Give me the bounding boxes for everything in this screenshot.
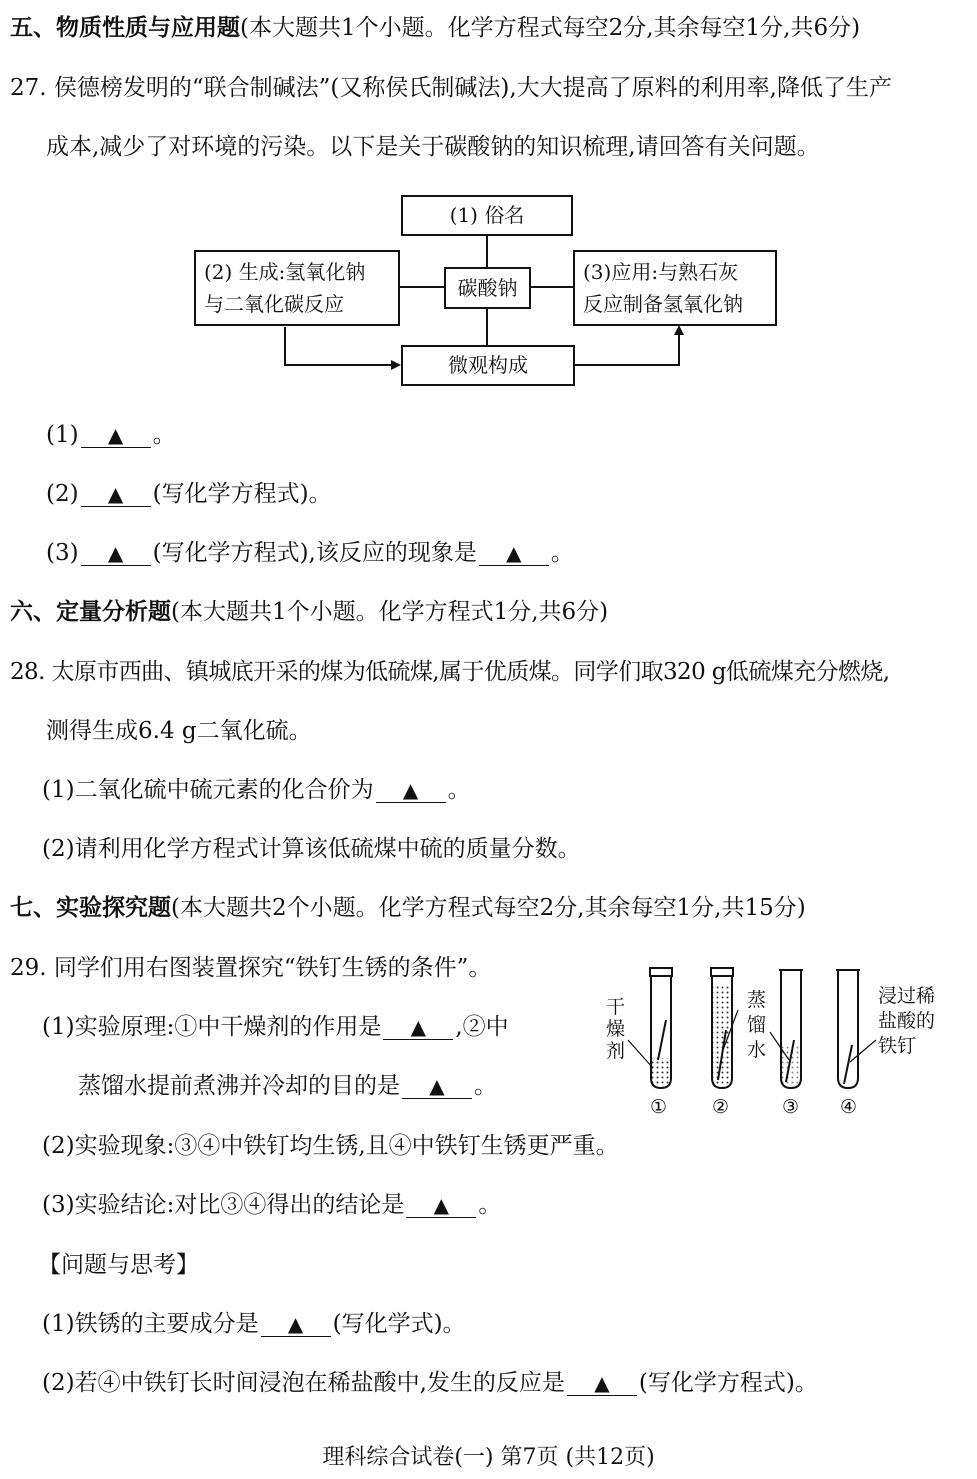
q28-answer2: (2)请利用化学方程式计算该低硫煤中硫的质量分数。 [42,836,581,862]
test-tube-2 [711,968,733,1088]
q28-line1: 28. 太原市西曲、镇城底开采的煤为低硫煤,属于优质煤。同学们取320 g低硫煤充分燃烧, [10,659,890,685]
q29-p1-b: ,②中 [455,1014,509,1040]
q27-a3-suffix: 。 [550,540,574,566]
answer-blank[interactable]: ▲ [479,541,549,566]
section7-title: 七、实验探究题 [10,894,171,921]
label-desiccant-1: 干 [606,996,626,1018]
q27-a2-prefix: (2) [46,481,79,507]
test-tube-3 [779,970,803,1088]
q27-a1-prefix: (1) [46,422,79,448]
section5-note: (本大题共1个小题。化学方程式每空2分,其余每空1分,共6分) [240,15,861,41]
diagram-bottom-label: 微观构成 [448,353,528,377]
diagram-right-line2: 反应制备氢氧化钠 [583,292,743,316]
diagram-left-line1: (2) 生成:氢氧化钠 [204,260,366,284]
tube-number-2: ② [712,1096,730,1118]
test-tube-4 [836,970,860,1088]
label-desiccant-3: 剂 [606,1040,626,1062]
q27-a1-suffix: 。 [152,422,176,448]
q28-a1-suffix: 。 [447,777,471,803]
q29-p1-c: 蒸馏水提前煮沸并冷却的目的是 [78,1073,400,1099]
section7-note: (本大题共2个小题。化学方程式每空2分,其余每空1分,共15分) [171,895,806,921]
answer-blank[interactable]: ▲ [81,482,151,507]
q29-p3-a: (3)实验结论:对比③④得出的结论是 [42,1192,405,1218]
q29-p3-b: 。 [478,1192,502,1218]
q27-a3-prefix: (3) [46,540,79,566]
q29-line1: 29. 同学们用右图装置探究“铁钉生锈的条件”。 [10,955,492,981]
label-water-2: 馏 [747,1014,767,1036]
q28-line2: 测得生成6.4 g二氧化硫。 [46,718,312,744]
diagram-right-line1: (3)应用:与熟石灰 [583,260,739,284]
label-acid-1: 浸过稀 [878,985,936,1007]
section6-title: 六、定量分析题 [10,598,171,625]
tube-number-4: ④ [840,1096,858,1118]
q29-t2-a: (2)若④中铁钉长时间浸泡在稀盐酸中,发生的反应是 [42,1370,565,1396]
label-desiccant [606,996,625,1062]
q27-a2-suffix: (写化学方程式)。 [152,481,332,507]
section5-title: 五、物质性质与应用题 [10,14,240,41]
q29-t2-b: (写化学方程式)。 [638,1370,818,1396]
tube-number-3: ③ [782,1096,800,1118]
q27-a3-mid: (写化学方程式),该反应的现象是 [152,540,477,566]
q29-p1-d: 。 [474,1073,497,1099]
q27-line2: 成本,减少了对环境的污染。以下是关于碳酸钠的知识梳理,请回答有关问题。 [46,134,820,160]
label-acid-3: 铁钉 [878,1035,917,1057]
page-footer: 理科综合试卷(一) 第7页 (共12页) [322,1445,655,1470]
answer-blank[interactable]: ▲ [383,1015,453,1040]
q29-t1-a: (1)铁锈的主要成分是 [42,1311,259,1337]
answer-blank[interactable]: ▲ [376,778,446,803]
answer-blank[interactable]: ▲ [81,541,151,566]
q28-a1-prefix: (1)二氧化硫中硫元素的化合价为 [42,777,374,803]
answer-blank[interactable]: ▲ [81,423,151,448]
diagram-top-label: (1) 俗名 [449,203,525,227]
q29-p1-a: (1)实验原理:①中干燥剂的作用是 [42,1014,382,1040]
label-desiccant-2: 燥 [606,1018,626,1040]
answer-blank[interactable]: ▲ [567,1371,637,1396]
q29-t1-b: (写化学式)。 [332,1311,466,1337]
label-distilled-water [747,988,766,1063]
q29-think-heading: 【问题与思考】 [38,1252,199,1278]
answer-blank[interactable]: ▲ [261,1312,331,1337]
answer-blank[interactable]: ▲ [406,1193,476,1218]
diagram-center-label: 碳酸钠 [457,276,518,300]
label-water-3: 水 [747,1039,767,1061]
test-tube-1 [650,968,672,1088]
label-acid-2: 盐酸的 [878,1010,936,1032]
tube-number-1: ① [650,1096,668,1118]
section6-note: (本大题共1个小题。化学方程式1分,共6分) [171,599,609,625]
diagram-left-line2: 与二氧化碳反应 [204,292,344,316]
answer-blank[interactable]: ▲ [402,1074,472,1099]
q27-line1: 27. 侯德榜发明的“联合制碱法”(又称侯氏制碱法),大大提高了原料的利用率,降低了生产 [10,75,892,101]
label-acid-nail [878,984,935,1059]
label-water-1: 蒸 [747,989,767,1011]
q29-p2: (2)实验现象:③④中铁钉均生锈,且④中铁钉生锈更严重。 [42,1133,619,1159]
